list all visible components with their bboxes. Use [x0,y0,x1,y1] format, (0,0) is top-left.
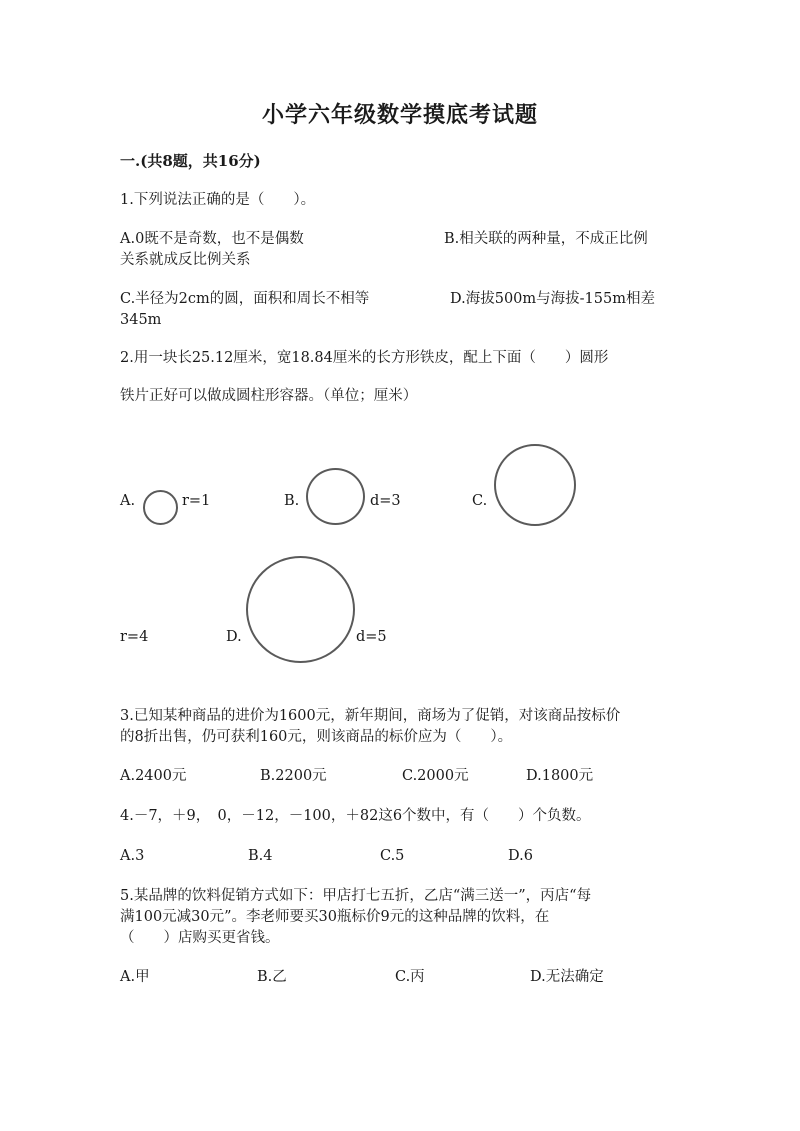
page-title: 小学六年级数学摸底考试题 [261,102,538,128]
section-header: 一.(共8题，共16分) [120,152,261,170]
q3-option-c: C.2000元 [402,768,469,784]
q3-option-a: A.2400元 [120,768,187,784]
q3-stem: 3.已知某种商品的进价为1600元，新年期间，商场为了促销，对该商品按标价 [120,708,621,724]
q1-option-d-cont: 345m [120,312,162,328]
q3-option-d: D.1800元 [526,768,594,784]
q5-stem: 5.某品牌的饮料促销方式如下：甲店打七五折，乙店“满三送一”，丙店“每 [120,888,592,904]
q4-option-b: B.4 [248,848,273,864]
q5-option-d: D.无法确定 [530,969,604,985]
q1-option-b: B.相关联的两种量，不成正比例 [444,231,648,247]
q1-option-a: A.0既不是奇数，也不是偶数 [120,231,304,247]
q2-option-d: D. [226,629,242,645]
q2-circle-b [306,468,365,525]
q1-option-d: D.海拔500m与海拔-155m相差 [450,291,655,307]
q5-option-a: A.甲 [120,969,150,985]
q5-stem-cont2: （ ）店购买更省钱。 [120,930,280,946]
q5-stem-cont: 满100元减30元”。李老师要买30瓶标价9元的这种品牌的饮料，在 [120,909,550,925]
q2-label-a: r=1 [182,493,211,509]
q3-stem-cont: 的8折出售，仍可获利160元，则该商品的标价应为（ ）。 [120,729,513,745]
q3-option-b: B.2200元 [260,768,327,784]
q2-stem: 2.用一块长25.12厘米，宽18.84厘米的长方形铁皮，配上下面（ ）圆形 [120,350,609,366]
q5-option-c: C.丙 [395,969,425,985]
q1-stem: 1.下列说法正确的是（ ）。 [120,192,316,208]
q1-option-c: C.半径为2cm的圆，面积和周长不相等 [120,291,370,307]
q5-option-b: B.乙 [257,969,287,985]
q2-circle-c [494,444,576,526]
q2-label-c: r=4 [120,629,149,645]
q2-circle-d [246,556,355,663]
q2-label-d: d=5 [356,629,387,645]
q4-option-a: A.3 [120,848,145,864]
q2-stem-cont: 铁片正好可以做成圆柱形容器。（单位；厘米） [120,388,418,404]
q4-option-d: D.6 [508,848,533,864]
q2-option-b: B. [284,493,300,509]
q2-option-a: A. [120,493,136,509]
q1-option-b-cont: 关系就成反比例关系 [120,252,251,268]
q2-circle-a [143,490,178,525]
q4-option-c: C.5 [380,848,405,864]
q2-label-b: d=3 [370,493,401,509]
q2-option-c: C. [472,493,488,509]
q4-stem: 4.－7，＋9， 0，－12，－100，＋82这6个数中，有（ ）个负数。 [120,808,591,824]
